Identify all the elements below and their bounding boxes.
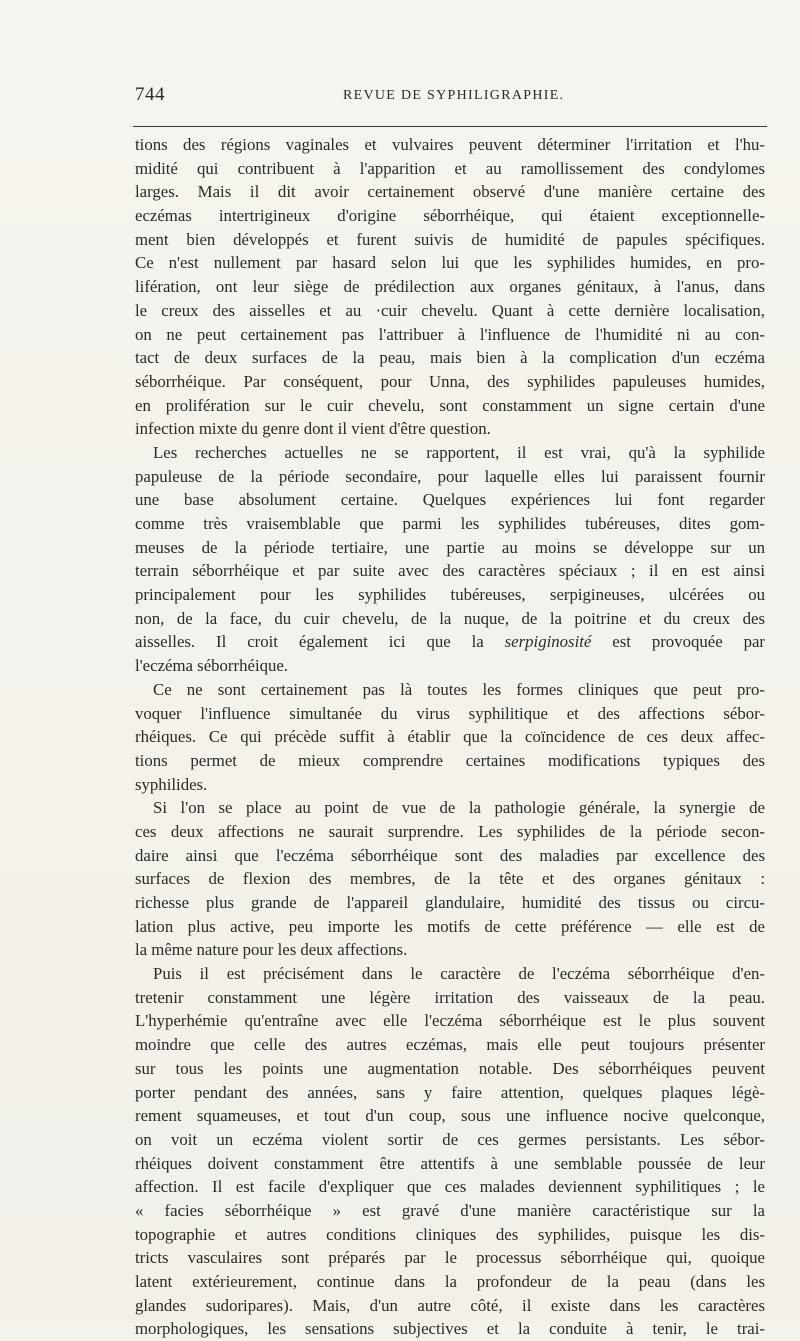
text-line: L'hyperhémie qu'entraîne avec elle l'eczéma séborrhéique est le plus souvent xyxy=(135,1011,765,1031)
text-line: la même nature pour les deux affections. xyxy=(135,940,408,960)
text-line: tact de deux surfaces de la peau, mais bien à la complication d'un eczéma xyxy=(135,348,765,368)
text-line: eczémas intertrigineux d'origine séborrhéique, qui étaient exceptionnelle- xyxy=(135,206,765,226)
text-line: Les recherches actuelles ne se rapportent, il est vrai, qu'à la syphilide xyxy=(153,442,765,462)
text-line: daire ainsi que l'eczéma séborrhéique sont des maladies par excellence des xyxy=(135,845,765,865)
text-line: en prolifération sur le cuir chevelu, sont constamment un signe certain d'une xyxy=(135,395,765,415)
text-line: tricts vasculaires sont préparés par le processus séborrhéique qui, quoique xyxy=(135,1248,765,1268)
text-line: une base absolument certaine. Quelques expériences lui font regarder xyxy=(135,490,765,510)
text-line: ces deux affections ne saurait surprendre. Les syphilides de la période secon- xyxy=(135,821,765,841)
text-line: on voit un eczéma violent sortir de ces germes persistants. Les sébor- xyxy=(135,1129,765,1149)
text-line: Ce n'est nullement par hasard selon lui que les syphilides humides, en pro- xyxy=(135,253,765,273)
text-line: principalement pour les syphilides tubéreuses, serpigineuses, ulcérées ou xyxy=(135,585,765,605)
text-line: l'eczéma séborrhéique. xyxy=(135,656,289,676)
text-line: non, de la face, du cuir chevelu, de la nuque, de la poitrine et du creux des xyxy=(135,608,765,628)
text-line: infection mixte du genre dont il vient d'être question. xyxy=(135,419,491,439)
text-line: aisselles. Il croit également ici que la serpiginosité est provoquée par xyxy=(135,632,765,652)
text-line: sur tous les points une augmentation notable. Des séborrhéiques peuvent xyxy=(135,1058,765,1078)
text-line: porter pendant des années, sans y faire attention, quelques plaques légè- xyxy=(135,1082,765,1102)
text-line: moindre que celle des autres eczémas, mais elle peut toujours présenter xyxy=(135,1035,765,1055)
text-line: tions permet de mieux comprendre certaines modifications typiques des xyxy=(135,750,765,770)
italic-term: serpiginosité xyxy=(504,632,592,652)
text-line: morphologiques, les sensations subjectives et la conduite à tenir, le trai- xyxy=(135,1319,765,1339)
text-line: tions des régions vaginales et vulvaires peuvent déterminer l'irritation et l'hu- xyxy=(135,135,765,154)
header-rule xyxy=(133,126,767,127)
running-title: REVUE DE SYPHILIGRAPHIE. xyxy=(343,88,565,103)
text-line: séborrhéique. Par conséquent, pour Unna, des syphilides papuleuses humides, xyxy=(135,371,765,391)
text-line: topographie et autres conditions cliniques des syphilides, puisque les dis- xyxy=(135,1224,765,1244)
text-line: rement squameuses, et tout d'un coup, sous une influence nocive quelconque, xyxy=(135,1106,765,1126)
text-line: « facies séborrhéique » est gravé d'une manière caractéristique sur la xyxy=(135,1200,765,1220)
text-line: affection. Il est facile d'expliquer que ces malades deviennent syphilitiques ; le xyxy=(135,1177,765,1197)
text-line: rhéiques doivent constamment être attentifs à une semblable poussée de leur xyxy=(135,1153,765,1173)
text-line: surfaces de flexion des membres, de la tête et des organes génitaux : xyxy=(135,869,765,889)
text-line: meuses de la période tertiaire, une partie au moins se développe sur un xyxy=(135,537,765,557)
text-line: Ce ne sont certainement pas là toutes les formes cliniques que peut pro- xyxy=(153,679,765,699)
text-line: papuleuse de la période secondaire, pour laquelle elles lui paraissent fournir xyxy=(135,466,765,486)
text-line: lifération, ont leur siège de prédilection aux organes génitaux, à l'anus, dans xyxy=(135,277,765,297)
text-line: terrain séborrhéique et par suite avec des caractères spéciaux ; il en est ainsi xyxy=(135,561,765,581)
text-line: tretenir constamment une légère irritation des vaisseaux de la peau. xyxy=(135,987,765,1007)
text-line: richesse plus grande de l'appareil glandulaire, humidité des tissus ou circu- xyxy=(135,893,765,912)
text-line: Puis il est précisément dans le caractère de l'eczéma séborrhéique d'en- xyxy=(153,964,765,984)
text-line: lation plus active, peu importe les motifs de cette préférence — elle est de xyxy=(135,916,765,936)
text-line: midité qui contribuent à l'apparition et au ramollissement des condylomes xyxy=(135,158,765,178)
page-number: 744 xyxy=(135,84,165,105)
body-text xyxy=(135,133,765,1341)
text-line: le creux des aisselles et au ·cuir chevelu. Quant à cette dernière localisation, xyxy=(135,300,765,320)
text-line: comme très vraisemblable que parmi les syphilides tubéreuses, dites gom- xyxy=(135,514,765,533)
text-line: Si l'on se place au point de vue de la pathologie générale, la synergie de xyxy=(153,798,765,818)
text-line: larges. Mais il dit avoir certainement observé d'une manière certaine des xyxy=(135,182,765,202)
text-line: ment bien développés et furent suivis de humidité de papules spécifiques. xyxy=(135,229,765,249)
text-line: rhéiques. Ce qui précède suffit à établir que la coïncidence de ces deux affec- xyxy=(135,727,765,747)
page-header xyxy=(135,84,765,108)
text-line: on ne peut certainement pas l'attribuer à l'influence de l'humidité ni au con- xyxy=(135,324,765,344)
text-line: latent extérieurement, continue dans la profondeur de la peau (dans les xyxy=(135,1272,765,1291)
text-line: glandes sudoripares). Mais, d'un autre côté, il existe dans les caractères xyxy=(135,1295,765,1315)
text-line: syphilides. xyxy=(135,774,208,794)
text-line: voquer l'influence simultanée du virus syphilitique et des affections sébor- xyxy=(135,703,765,723)
